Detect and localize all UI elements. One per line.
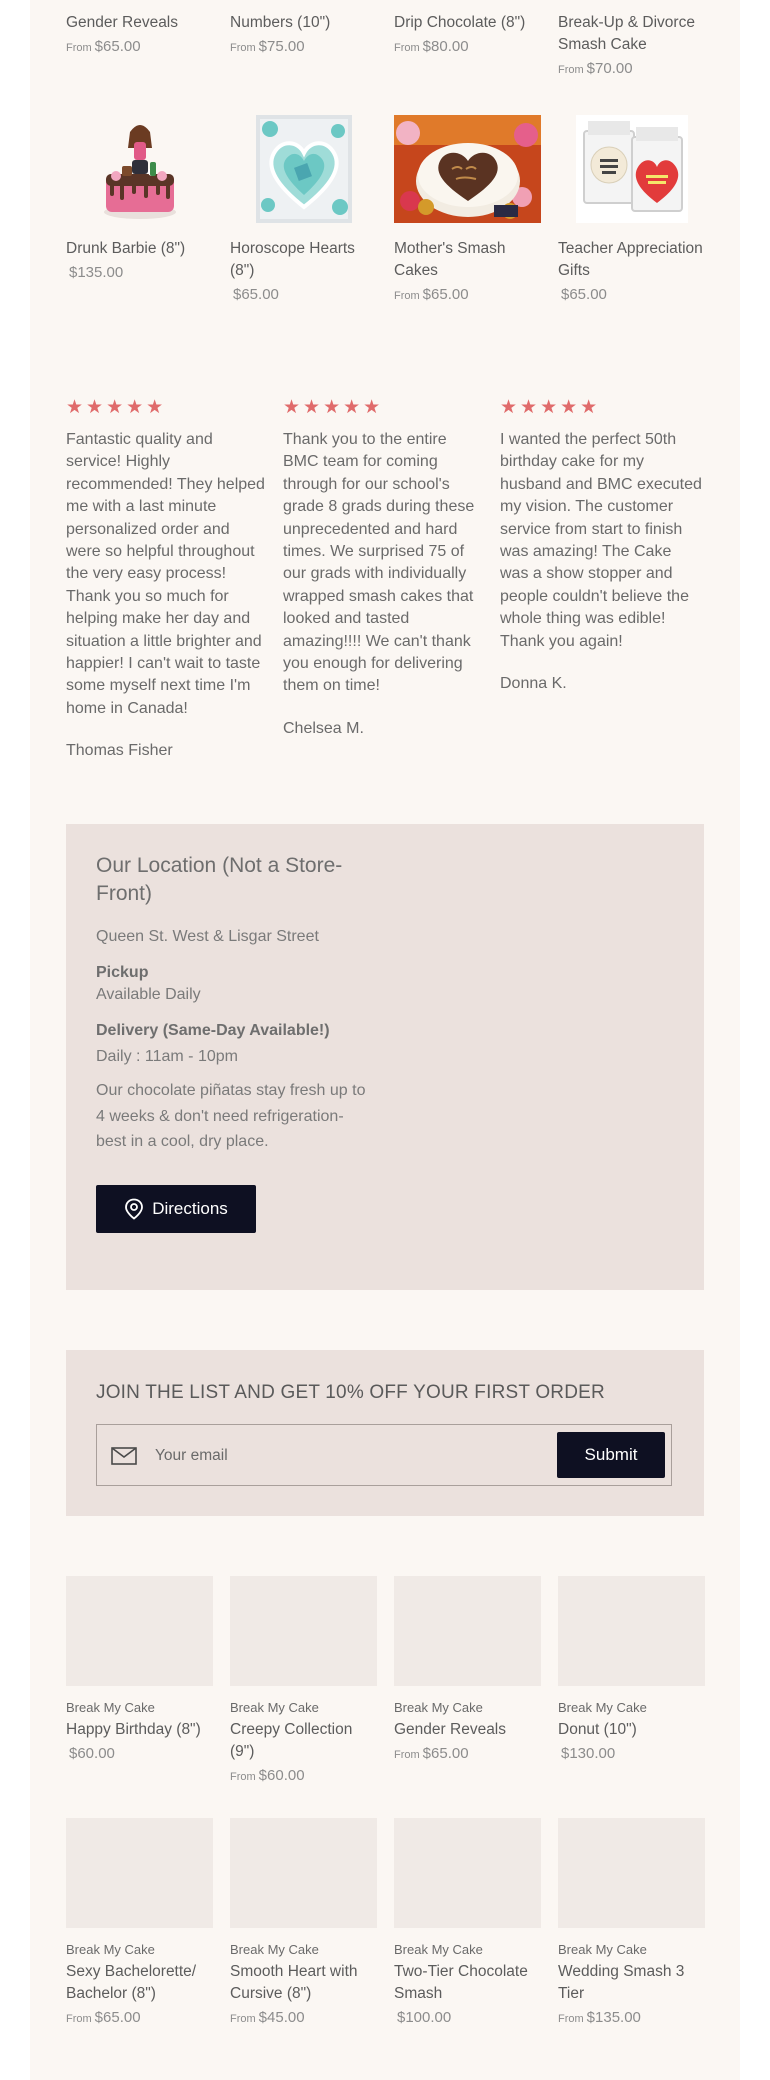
- product-card[interactable]: [394, 12, 541, 81]
- product-price: From $70.00: [558, 60, 633, 77]
- product-card[interactable]: [66, 114, 213, 307]
- product-title[interactable]: Creepy Collection (9"): [230, 1721, 353, 1760]
- product-title[interactable]: Horoscope Hearts (8"): [230, 240, 355, 279]
- review-card: [66, 397, 268, 762]
- product-image-placeholder[interactable]: [394, 1576, 541, 1686]
- product-price: $60.00: [69, 1745, 115, 1762]
- product-card[interactable]: [230, 1818, 377, 2030]
- delivery-text: Daily : 11am - 10pm: [96, 1048, 238, 1065]
- product-title[interactable]: Break-Up & Divorce Smash Cake: [558, 14, 695, 53]
- product-price: From $65.00: [66, 38, 141, 55]
- product-grid-images: [66, 114, 704, 307]
- product-card[interactable]: [558, 114, 705, 307]
- review-author: Donna K.: [500, 675, 567, 693]
- product-title[interactable]: Two-Tier Chocolate Smash: [394, 1963, 528, 2002]
- product-image-placeholder[interactable]: [394, 1818, 541, 1928]
- product-price: From $135.00: [558, 2009, 641, 2026]
- teacher-gifts-image: [576, 115, 688, 223]
- product-title[interactable]: Mother's Smash Cakes: [394, 240, 506, 279]
- product-title[interactable]: Donut (10"): [558, 1721, 637, 1738]
- review-author: Thomas Fisher: [66, 742, 173, 760]
- review-text: Thank you to the entire BMC team for coming through for our school's grade 8 grads during these unprecedented and hard times. We surprised 75 of our grads with individually wrapped smash cakes that looked and tasted amazing!!!! We can't thank you enough for delivering them on time!: [283, 431, 475, 695]
- star-rating-icon: ★★★★★: [500, 397, 601, 418]
- horoscope-hearts-image: [256, 115, 352, 223]
- product-card[interactable]: [558, 12, 705, 81]
- review-text: I wanted the perfect 50th birthday cake for my husband and BMC executed my vision. The customer service from start to finish was amazing! The Cake was a show stopper and people couldn't believe the whole thing was edible! Thank you again!: [500, 431, 702, 650]
- location-address: Queen St. West & Lisgar Street: [96, 928, 319, 945]
- product-card[interactable]: [66, 12, 213, 81]
- product-price: From $75.00: [230, 38, 305, 55]
- product-image-placeholder[interactable]: [558, 1576, 705, 1686]
- product-title[interactable]: Sexy Bachelorette/ Bachelor (8"): [66, 1963, 197, 2002]
- product-title[interactable]: Wedding Smash 3 Tier: [558, 1963, 685, 2002]
- product-price: $135.00: [69, 264, 124, 281]
- product-card[interactable]: [66, 1818, 213, 2030]
- product-price: $130.00: [561, 1745, 616, 1762]
- product-title[interactable]: Numbers (10"): [230, 14, 331, 31]
- product-image-placeholder[interactable]: [230, 1576, 377, 1686]
- star-rating-icon: ★★★★★: [283, 397, 384, 418]
- delivery-label: Delivery (Same-Day Available!): [96, 1022, 330, 1039]
- star-rating-icon: ★★★★★: [66, 397, 167, 418]
- location-title: Our Location (Not a Store-Front): [96, 854, 343, 905]
- newsletter-form: [96, 1424, 672, 1486]
- pickup-text: Available Daily: [96, 986, 201, 1003]
- product-vendor: Break My Cake: [66, 1700, 155, 1715]
- product-card[interactable]: [230, 114, 377, 307]
- product-image[interactable]: [230, 114, 377, 224]
- product-card[interactable]: [558, 1576, 705, 1788]
- product-image-placeholder[interactable]: [230, 1818, 377, 1928]
- product-title[interactable]: Gender Reveals: [66, 14, 179, 31]
- pickup-label: Pickup: [96, 964, 149, 981]
- reviews-section: [66, 397, 704, 762]
- product-image-placeholder[interactable]: [66, 1576, 213, 1686]
- product-price: From $65.00: [66, 2009, 141, 2026]
- newsletter-title: JOIN THE LIST AND GET 10% OFF YOUR FIRST ORDER: [96, 1382, 605, 1403]
- product-price: $65.00: [561, 286, 607, 303]
- product-card[interactable]: [394, 1818, 541, 2030]
- product-title[interactable]: Drunk Barbie (8"): [66, 240, 186, 257]
- review-card: [283, 397, 485, 762]
- product-vendor: Break My Cake: [230, 1700, 319, 1715]
- product-title[interactable]: Happy Birthday (8"): [66, 1721, 201, 1738]
- product-image[interactable]: [558, 114, 705, 224]
- drunk-barbie-cake-image: [92, 114, 188, 224]
- mothers-smash-cake-image: [394, 115, 541, 223]
- product-image-placeholder[interactable]: [558, 1818, 705, 1928]
- product-price: From $80.00: [394, 38, 469, 55]
- envelope-icon: [111, 1447, 137, 1465]
- product-vendor: Break My Cake: [558, 1700, 647, 1715]
- product-vendor: Break My Cake: [394, 1700, 483, 1715]
- product-price: From $60.00: [230, 1767, 305, 1784]
- directions-button[interactable]: [96, 1185, 256, 1233]
- product-image[interactable]: [394, 114, 541, 224]
- product-title[interactable]: Drip Chocolate (8"): [394, 14, 526, 31]
- product-price: $100.00: [397, 2009, 452, 2026]
- product-card[interactable]: [230, 12, 377, 81]
- product-card[interactable]: [558, 1818, 705, 2030]
- product-price: From $45.00: [230, 2009, 305, 2026]
- product-title[interactable]: Teacher Appreciation Gifts: [558, 240, 703, 279]
- page: [30, 0, 740, 2080]
- recommended-grid-row-1: [66, 1576, 704, 1788]
- product-title[interactable]: Gender Reveals: [394, 1721, 507, 1738]
- product-image[interactable]: [66, 114, 213, 224]
- location-note: Our chocolate piñatas stay fresh up to 4 weeks & don't need refrigeration- best in a cool, dry place.: [96, 1082, 366, 1150]
- submit-button[interactable]: Submit: [557, 1432, 665, 1478]
- product-price: From $65.00: [394, 286, 469, 303]
- product-vendor: Break My Cake: [558, 1942, 647, 1957]
- product-vendor: Break My Cake: [66, 1942, 155, 1957]
- product-vendor: Break My Cake: [394, 1942, 483, 1957]
- review-card: [500, 397, 702, 762]
- product-title[interactable]: Smooth Heart with Cursive (8"): [230, 1963, 358, 2002]
- review-author: Chelsea M.: [283, 719, 364, 737]
- review-text: Fantastic quality and service! Highly recommended! They helped me with a last minute personalized order and were so helpful throughout the very easy process! Thank you so much for helping make her day and situation a little brighter and happier! I can't wait to taste some myself next time I'm home in Canada!: [66, 431, 265, 717]
- directions-label: Directions: [152, 1198, 228, 1218]
- product-card[interactable]: [66, 1576, 213, 1788]
- product-price: From $65.00: [394, 1745, 469, 1762]
- map-pin-icon: [124, 1198, 144, 1220]
- product-price: $65.00: [233, 286, 279, 303]
- location-panel: [66, 824, 704, 1290]
- product-card[interactable]: [230, 1576, 377, 1788]
- product-card[interactable]: [394, 1576, 541, 1788]
- product-card[interactable]: [394, 114, 541, 307]
- email-input[interactable]: [153, 1443, 507, 1469]
- product-image-placeholder[interactable]: [66, 1818, 213, 1928]
- newsletter-panel: [66, 1350, 704, 1516]
- product-grid-top: [66, 12, 704, 81]
- product-vendor: Break My Cake: [230, 1942, 319, 1957]
- recommended-grid-row-2: [66, 1818, 704, 2030]
